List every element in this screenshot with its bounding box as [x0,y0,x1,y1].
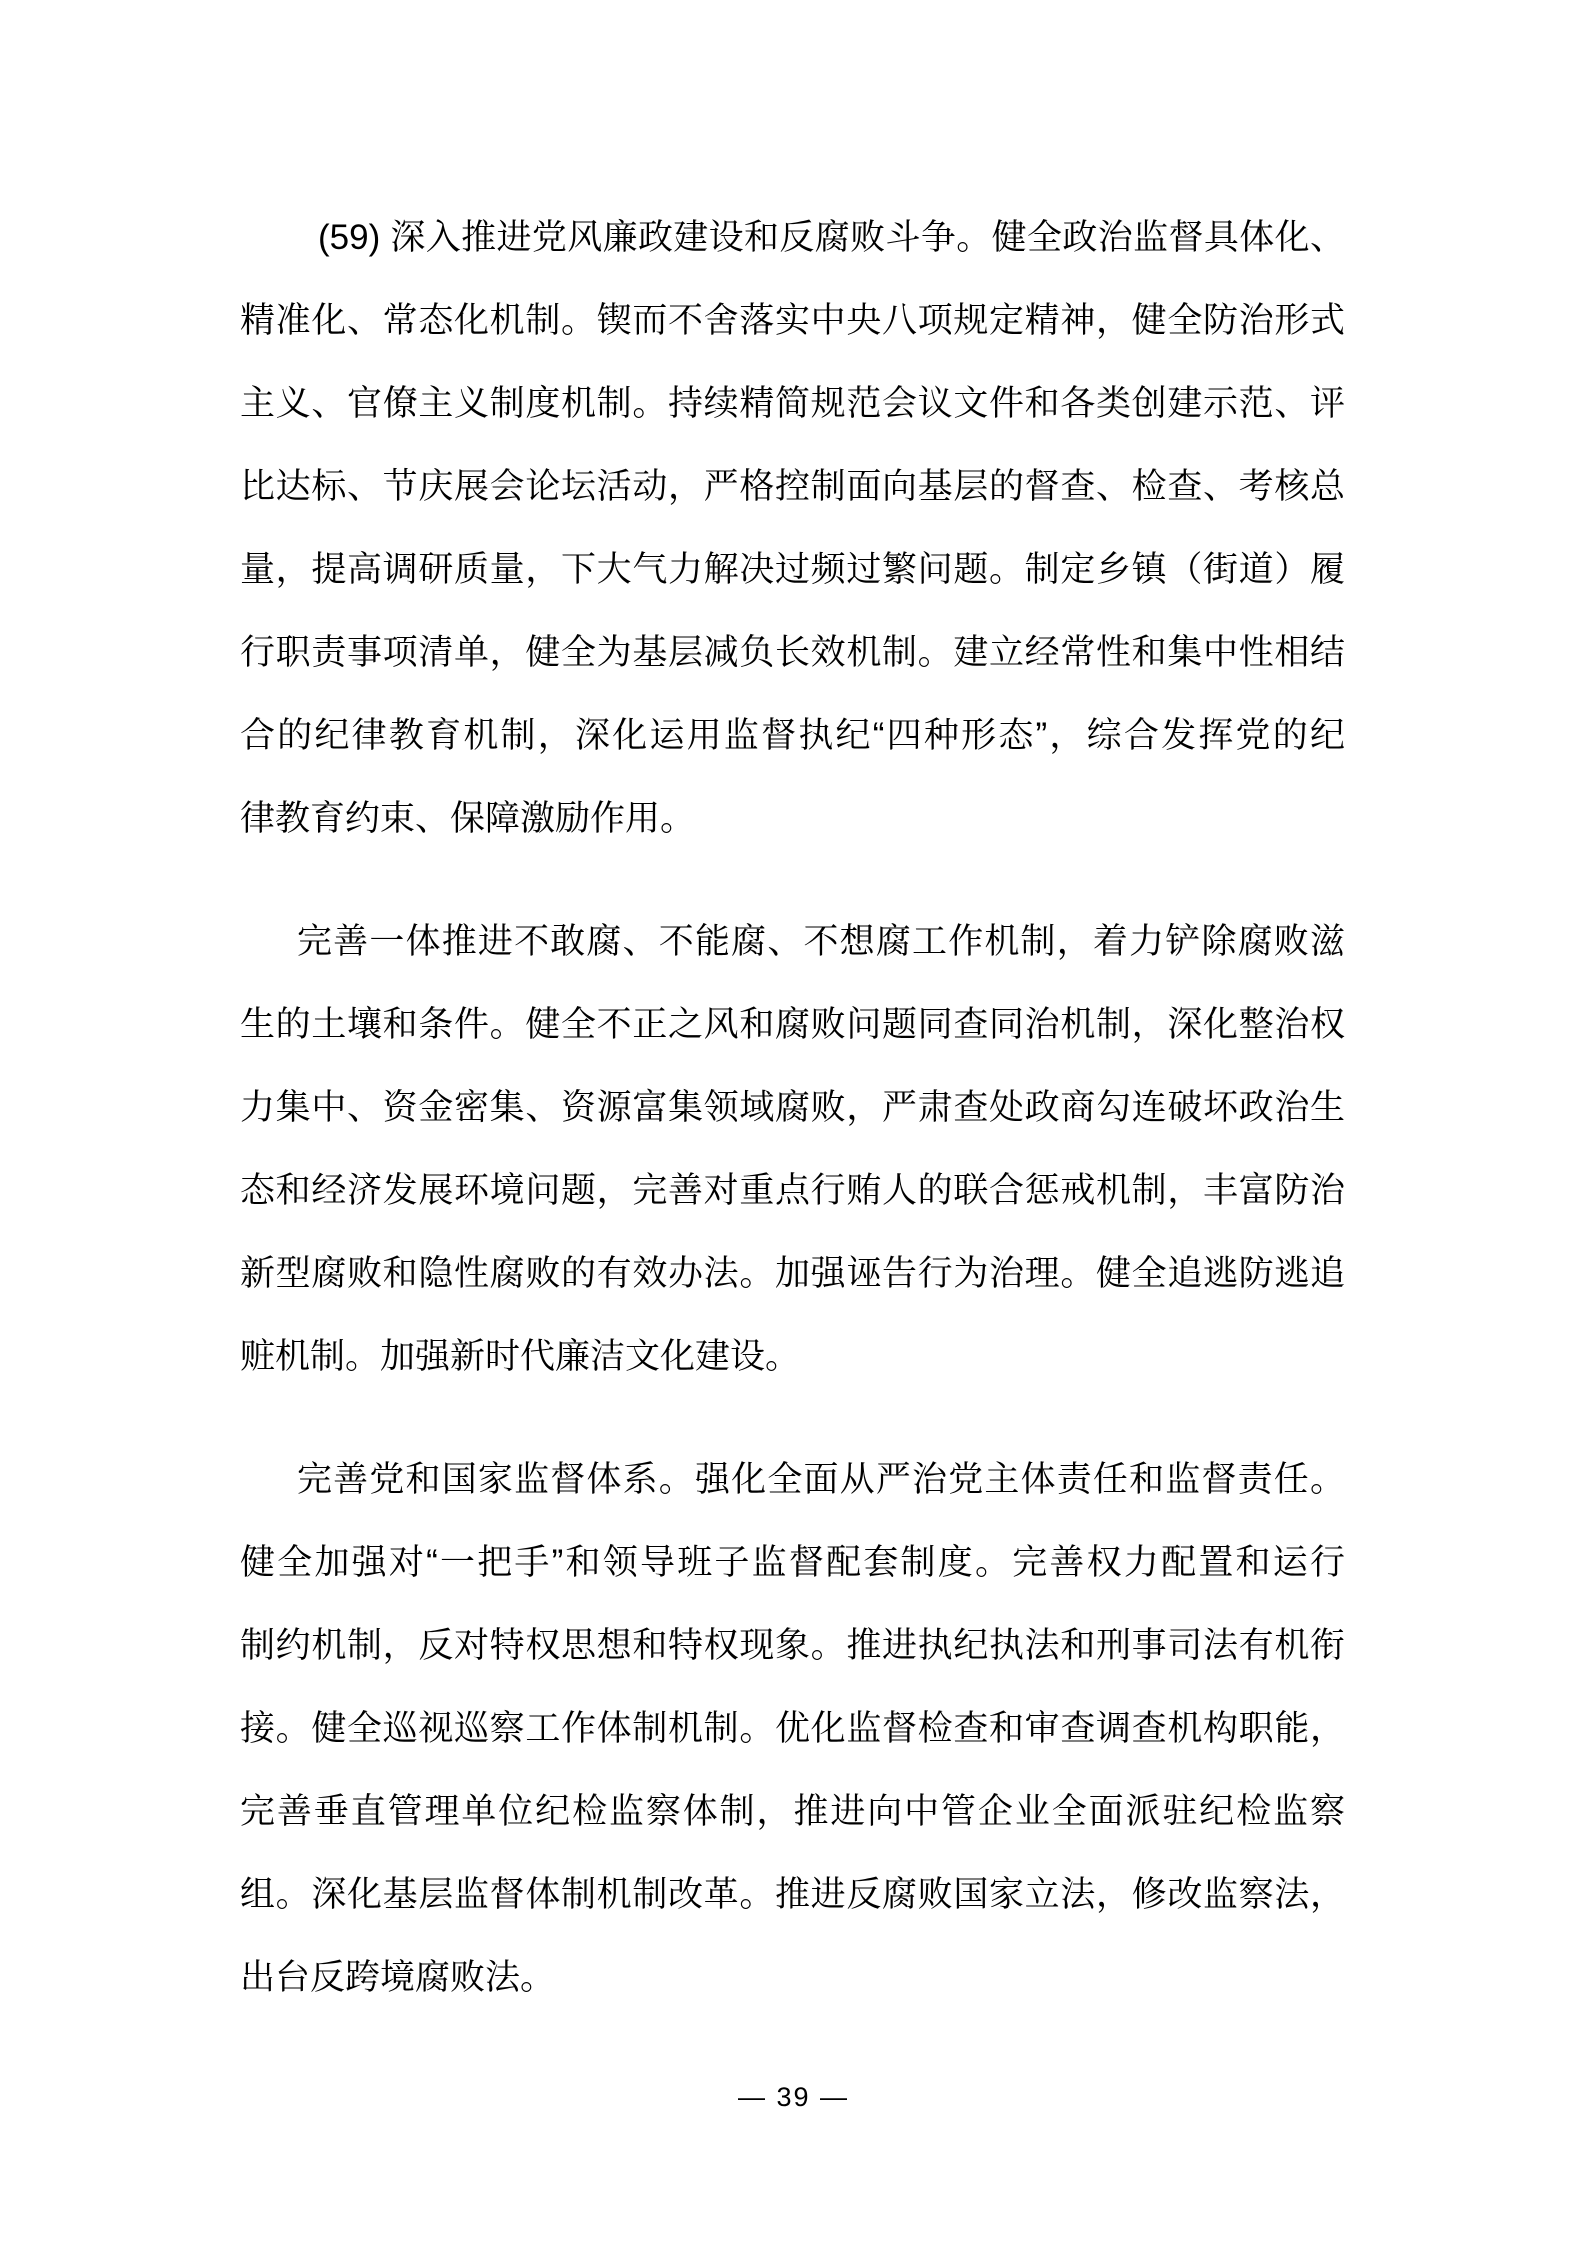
text-line: 完善一体推进不敢腐、不能腐、不想腐工作机制，着力铲除腐败滋 [297,922,1345,961]
text-line: 精准化、常态化机制。锲而不舍落实中央八项规定精神，健全防治形式 [240,301,1345,340]
document-body [240,196,1345,2059]
paragraph [240,196,1345,860]
paragraph [240,900,1345,1398]
text-line: 量，提高调研质量，下大气力解决过频过繁问题。制定乡镇（街道）履 [240,550,1345,589]
text-line: (59) 深入推进党风廉政建设和反腐败斗争。健全政治监督具体化、 [318,218,1345,257]
text-line: 比达标、节庆展会论坛活动，严格控制面向基层的督查、检查、考核总 [240,467,1345,506]
text-line: 合的纪律教育机制，深化运用监督执纪“四种形态”，综合发挥党的纪 [240,716,1345,755]
text-line: 行职责事项清单，健全为基层减负长效机制。建立经常性和集中性相结 [240,633,1345,672]
text-line: 完善垂直管理单位纪检监察体制，推进向中管企业全面派驻纪检监察 [240,1792,1345,1831]
text-line: 力集中、资金密集、资源富集领域腐败，严肃查处政商勾连破坏政治生 [240,1088,1345,1127]
text-line: 态和经济发展环境问题，完善对重点行贿人的联合惩戒机制，丰富防治 [240,1171,1345,1210]
text-line: 组。深化基层监督体制机制改革。推进反腐败国家立法，修改监察法， [240,1875,1345,1914]
paragraph [240,1438,1345,2019]
text-line: 完善党和国家监督体系。强化全面从严治党主体责任和监督责任。 [297,1460,1345,1499]
text-line: 接。健全巡视巡察工作体制机制。优化监督检查和审查调查机构职能， [240,1709,1345,1748]
text-line: 新型腐败和隐性腐败的有效办法。加强诬告行为治理。健全追逃防逃追 [240,1254,1345,1293]
text-line: 健全加强对“一把手”和领导班子监督配套制度。完善权力配置和运行 [240,1543,1345,1582]
text-line: 赃机制。加强新时代廉洁文化建设。 [240,1337,801,1376]
text-line: 主义、官僚主义制度机制。持续精简规范会议文件和各类创建示范、评 [240,384,1345,423]
text-line: 生的土壤和条件。健全不正之风和腐败问题同查同治机制，深化整治权 [240,1005,1345,1044]
text-line: 制约机制，反对特权思想和特权现象。推进执纪执法和刑事司法有机衔 [240,1626,1345,1665]
text-line: 出台反跨境腐败法。 [240,1958,556,1997]
page-number: — 39 — [737,2082,850,2112]
text-line: 律教育约束、保障激励作用。 [240,799,696,838]
